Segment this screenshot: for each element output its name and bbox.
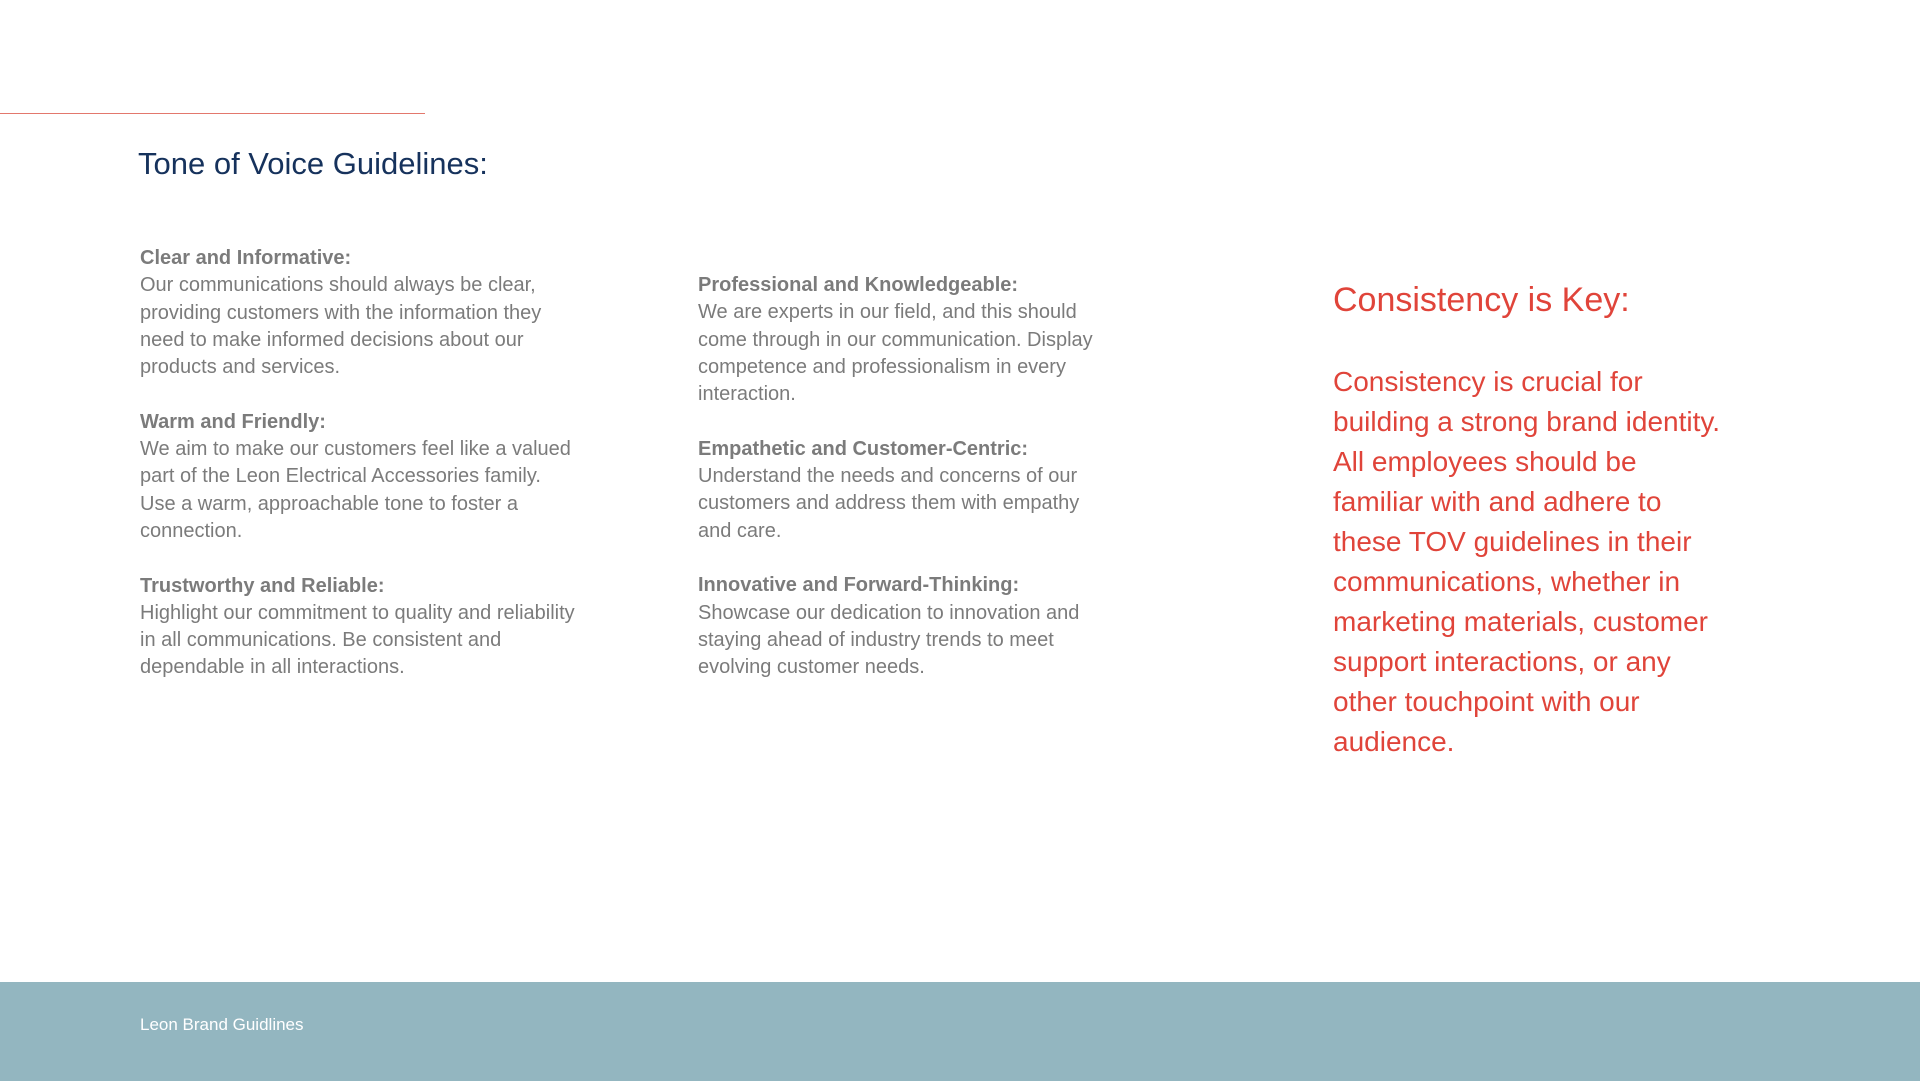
guideline-heading: Clear and Informative: [140, 247, 352, 269]
footer-text: Leon Brand Guidlines [140, 1015, 304, 1034]
guideline-item [698, 272, 1168, 408]
guidelines-column-left [140, 245, 610, 709]
guideline-item [140, 573, 610, 682]
guideline-body: We aim to make our customers feel like a valued part of the Leon Electrical Accessories family. Use a warm, approachable tone to foster a connection. [140, 438, 571, 542]
guideline-body: Highlight our commitment to quality and reliability in all communications. Be consistent and dependable in all interactions. [140, 601, 575, 679]
guideline-item [698, 572, 1168, 681]
guideline-item [140, 245, 610, 381]
guideline-item [698, 436, 1168, 545]
guideline-heading: Empathetic and Customer-Centric: [698, 437, 1029, 460]
callout-body: Consistency is crucial for building a strong brand identity. All employees should be familiar with and adhere to these TOV guidelines in their communications, whether in marketing materials, customer support interactions, or any other touchpoint with our audience. [1333, 366, 1721, 757]
guideline-heading: Trustworthy and Reliable: [140, 574, 385, 597]
guidelines-column-middle [698, 272, 1168, 709]
guideline-heading: Warm and Friendly: [140, 410, 326, 433]
callout-title: Consistency is Key: [1333, 281, 1630, 319]
guideline-heading: Professional and Knowledgeable: [698, 274, 1019, 296]
guideline-body: Showcase our dedication to innovation and staying ahead of industry trends to meet evolving customer needs. [698, 601, 1080, 679]
consistency-callout [1333, 278, 1743, 762]
guideline-heading: Innovative and Forward-Thinking: [698, 574, 1020, 597]
guideline-body: We are experts in our field, and this should come through in our communication. Display competence and professionalism in every interaction. [698, 301, 1093, 406]
guideline-item [140, 409, 610, 545]
accent-rule [0, 113, 425, 114]
page-title: Tone of Voice Guidelines: [138, 146, 488, 181]
footer-bar [0, 982, 1920, 1081]
guideline-body: Our communications should always be clear, providing customers with the information they need to make informed decisions about our products and services. [140, 274, 542, 379]
guideline-body: Understand the needs and concerns of our customers and address them with empathy and care. [698, 465, 1080, 542]
